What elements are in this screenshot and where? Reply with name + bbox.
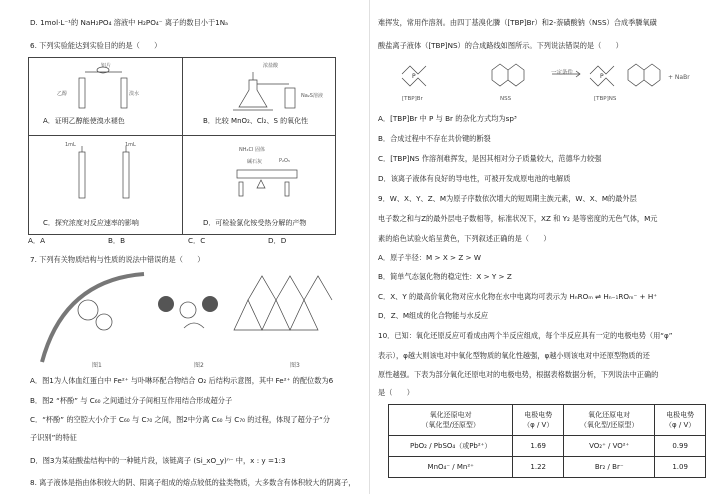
tube-apparatus-figure-d bbox=[231, 144, 321, 208]
q9-option-c: C．X、Y 的最高价氧化物对应水化物在水中电离均可表示为 HₙROₘ ⇌ Hₙ₋₁ROₘ⁻ + H⁺ bbox=[378, 292, 658, 301]
q9-option-d: D．Z、M组成的化合物能与水反应 bbox=[378, 311, 489, 320]
q8-option-b: B．合成过程中不存在共价键的断裂 bbox=[378, 134, 491, 143]
svg-text:P: P bbox=[412, 73, 416, 80]
header-text: 氧化还原电对 （氧化型/还原型） bbox=[580, 411, 639, 429]
figure-label: 图2 bbox=[194, 362, 204, 369]
table-cell: 1.22 bbox=[513, 457, 564, 478]
header-text: 电极电势 （φ / V） bbox=[523, 411, 554, 429]
scheme-label: + NaBr bbox=[668, 74, 690, 81]
scheme-condition: 一定条件 bbox=[551, 70, 574, 76]
q7-option-c-cont: 子识别”的特征 bbox=[30, 433, 77, 442]
fig-a-label: 溴水 bbox=[129, 91, 140, 97]
q7-option-a: A．图1为人体血红蛋白中 Fe²⁺ 与卟啉环配合物结合 O₂ 后结构示意图，其中 Fe²⁺ 的配位数为6 bbox=[30, 376, 334, 385]
q7-stem: 7. 下列有关物质结构与性质的说法中错误的是（ ） bbox=[30, 255, 205, 264]
scheme-label: [TBP]Br bbox=[402, 96, 423, 102]
q6-option: B．B bbox=[108, 236, 126, 245]
q10-stem-line: 表示），φ越大则该电对中氧化型物质的氧化性越强，φ越小则该电对中还原型物质的还 bbox=[378, 351, 650, 360]
q9-stem-line: 9．W、X、Y、Z、M为原子序数依次增大的短周期主族元素，W、X、M的最外层 bbox=[378, 194, 637, 203]
header-text: 氧化还原电对 （氧化型/还原型） bbox=[421, 411, 480, 429]
q7-option-b: B．图2 “杯酚” 与 C₆₀ 之间通过分子间相互作用结合形成超分子 bbox=[30, 396, 233, 405]
q6-figure-grid bbox=[28, 57, 336, 235]
scheme-label: [TBP]NS bbox=[594, 96, 617, 102]
figure-label: 图1 bbox=[92, 362, 102, 369]
table-header-row bbox=[389, 405, 706, 436]
q10-stem-line: 是（ ） bbox=[378, 388, 414, 397]
caption-d: D．可检验氯化铵受热分解的产物 bbox=[203, 219, 307, 227]
fig-d-label: P₂O₅ bbox=[279, 158, 290, 164]
caption-b: B．比较 MnO₂、Cl₂、S 的氧化性 bbox=[203, 117, 309, 125]
q6-option: A．A bbox=[28, 236, 46, 245]
q10-stem-line: 10．已知：氧化还原反应可看成由两个半反应组成，每个半反应具有一定的电极电势（用“φ” bbox=[378, 331, 673, 340]
table-cell: 0.99 bbox=[655, 436, 706, 457]
figure-label: 图3 bbox=[290, 362, 300, 369]
q6-option: D．D bbox=[268, 236, 287, 245]
q6-option: C．C bbox=[188, 236, 206, 245]
q8-option-d: D．该离子液体有良好的导电性，可被开发成原电池的电解质 bbox=[378, 174, 571, 183]
q5-option-d: D. 1mol·L⁻¹的 NaH₂PO₄ 溶液中 H₂PO₄⁻ 离子的数目小于1Nₐ bbox=[30, 18, 228, 27]
fig-b-label: Na₂S溶液 bbox=[301, 93, 323, 99]
table-cell: 1.69 bbox=[513, 436, 564, 457]
q8-stem-start: 8. 离子液体是指由体积较大的阴、阳离子组成的熔点较低的盐类物质，大多数含有体积较大的阴离子， bbox=[30, 478, 356, 487]
table-cell: PbO₂ / PbSO₄（或Pb²⁺） bbox=[389, 436, 513, 457]
q7-structure-figures bbox=[34, 270, 346, 370]
table-row bbox=[389, 436, 706, 457]
table-cell: Br₂ / Br⁻ bbox=[564, 457, 655, 478]
q9-option-a: A．原子半径：M > X > Z > W bbox=[378, 253, 481, 262]
table-cell: 1.09 bbox=[655, 457, 706, 478]
caption-a: A．证明乙醇能使溴水褪色 bbox=[43, 117, 125, 125]
test-tubes-figure-c bbox=[65, 142, 155, 206]
scheme-label: NSS bbox=[500, 96, 512, 102]
header-text: 电极电势 （φ / V） bbox=[665, 411, 696, 429]
table-header bbox=[389, 405, 513, 436]
fig-a-label: 乙醇 bbox=[57, 91, 68, 97]
q7-option-c: C．“杯酚” 的空腔大小介于 C₆₀ 与 C₇₀ 之间，图2中分离 C₆₀ 与 C₇₀ 的过程，体现了超分子“分 bbox=[30, 415, 331, 424]
table-cell: MnO₄⁻ / Mn²⁺ bbox=[389, 457, 513, 478]
table-header bbox=[513, 405, 564, 436]
q9-stem-line: 素的焰色试验火焰呈黄色，下列叙述正确的是（ ） bbox=[378, 234, 551, 243]
q10-stem-line: 原性越强。下表为部分氧化还原电对的电极电势，根据表格数据分析，下列说法中正确的 bbox=[378, 370, 659, 379]
q8-option-a: A．[TBP]Br 中 P 与 Br 的杂化方式均为sp³ bbox=[378, 114, 517, 123]
q8-stem-line: 难挥发，常用作溶剂。由四丁基溴化膦（[TBP]Br）和2-萘磺酸钠（NSS）合成季膦氧磺 bbox=[378, 18, 657, 27]
table-row bbox=[389, 457, 706, 478]
q8-option-c: C．[TBP]NS 作溶剂难挥发，是因其相对分子质量较大，范德华力较强 bbox=[378, 154, 602, 163]
q8-stem-line: 酸盐离子液体（[TBP]NS）的合成路线如图所示。下列说法错误的是（ ） bbox=[378, 41, 623, 50]
fig-c-label: 1mL bbox=[65, 142, 76, 148]
table-cell: VO₂⁺ / VO²⁺ bbox=[564, 436, 655, 457]
fig-d-label: 碱石灰 bbox=[247, 159, 263, 165]
caption-c: C．探究浓度对反应速率的影响 bbox=[43, 219, 139, 227]
fig-b-label: 浓盐酸 bbox=[263, 63, 279, 69]
fig-d-label: NH₄Cl 固体 bbox=[239, 147, 265, 153]
q7-option-d: D．图3为某硅酸盐结构中的一种链片段，该链离子 (Si_xO_y)ⁿ⁻ 中，x : y =1:3 bbox=[30, 456, 286, 465]
test-tube-figure-a bbox=[67, 62, 147, 114]
q9-stem-line: 电子数之和与Z的最外层电子数相等，标准状况下，XZ 和 Y₂ 是等密度的无色气体，M元 bbox=[378, 214, 658, 223]
table-header bbox=[564, 405, 655, 436]
flask-apparatus-figure-b bbox=[229, 62, 309, 114]
q9-option-b: B．简单气态氢化物的稳定性：X > Y > Z bbox=[378, 272, 512, 281]
svg-text:P: P bbox=[600, 73, 604, 80]
electrode-potential-table bbox=[388, 404, 706, 478]
column-divider bbox=[369, 0, 370, 494]
q6-options bbox=[28, 236, 348, 246]
table-header bbox=[655, 405, 706, 436]
q6-stem: 6. 下列实验能达到实验目的的是（ ） bbox=[30, 41, 162, 50]
q8-reaction-scheme bbox=[392, 56, 712, 96]
fig-a-label: 铝片 bbox=[101, 63, 112, 69]
fig-c-label: 1mL bbox=[125, 142, 136, 148]
